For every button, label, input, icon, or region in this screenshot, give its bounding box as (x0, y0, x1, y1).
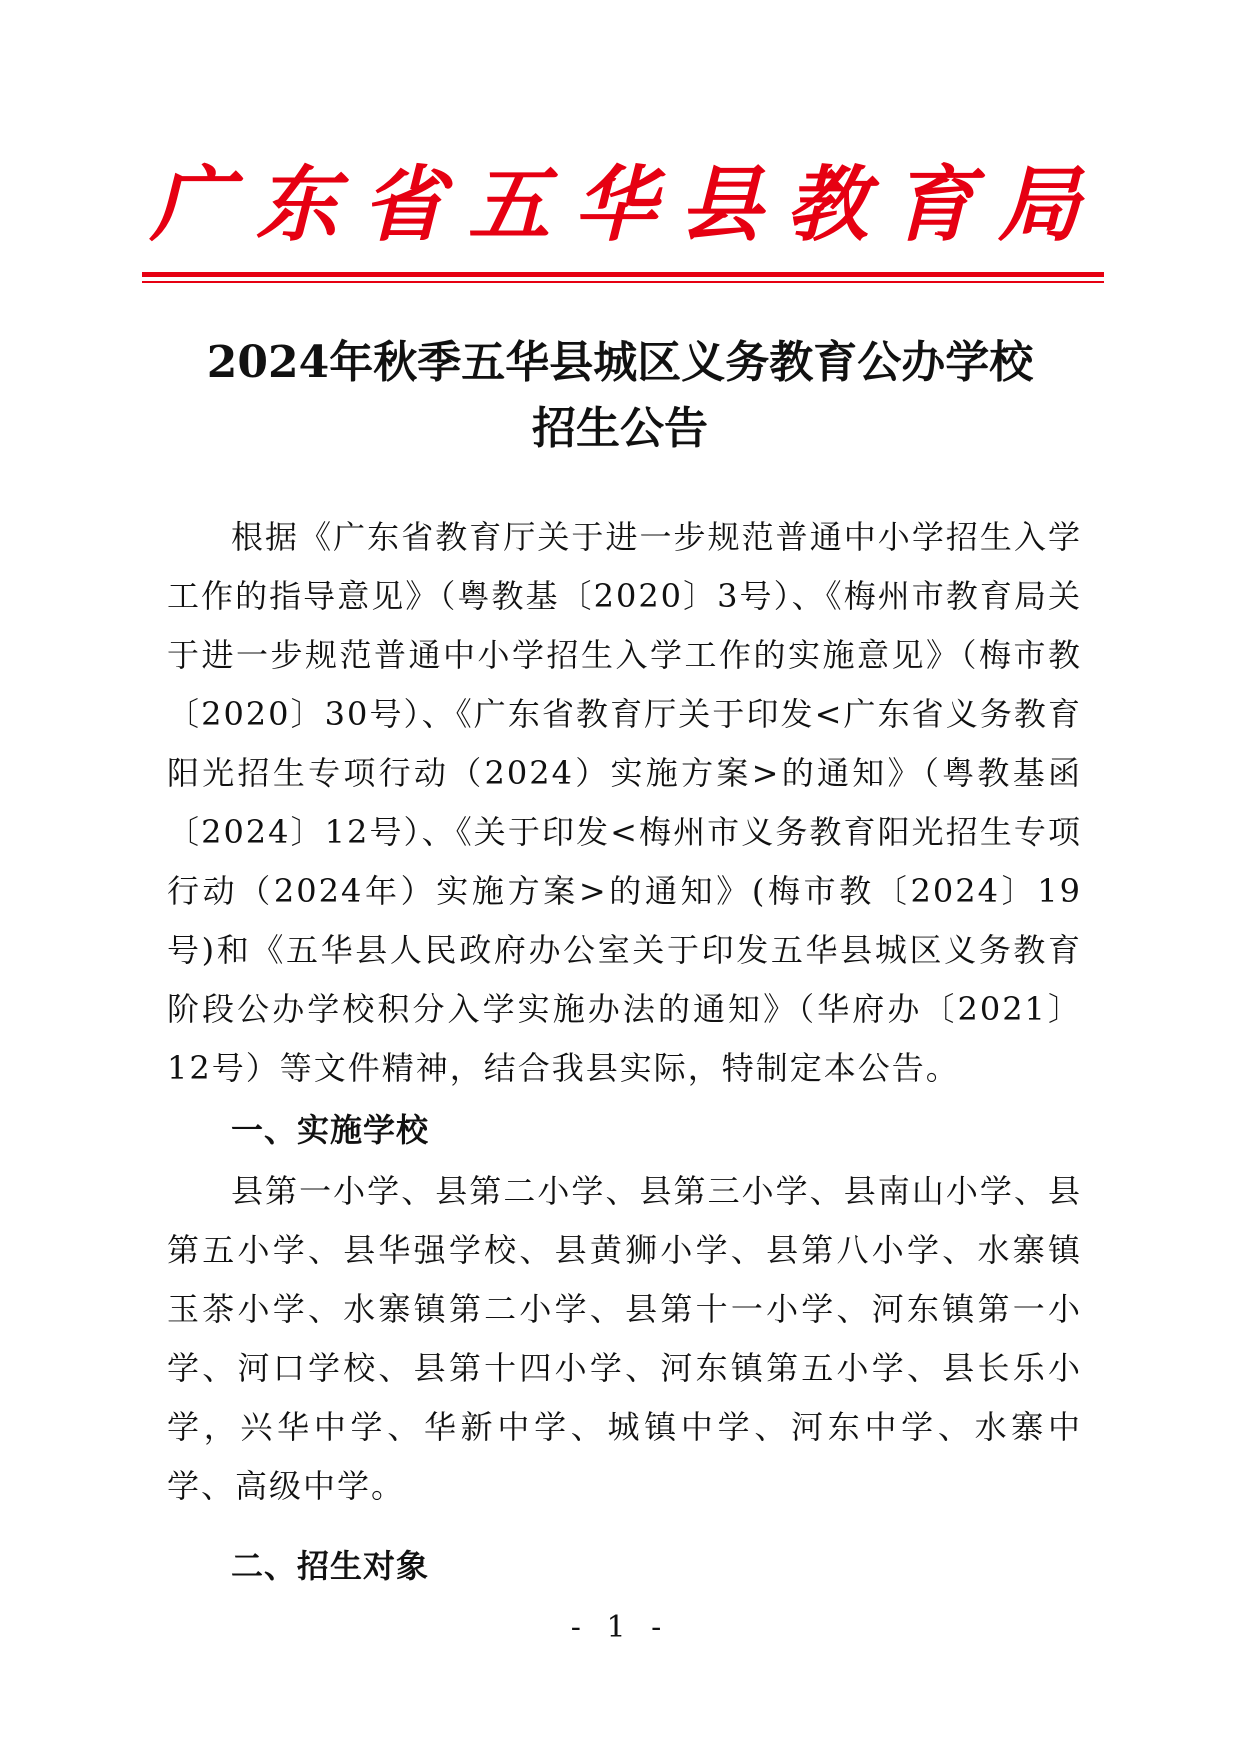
letterhead-char: 县 (680, 157, 762, 253)
letterhead-divider-thin (142, 281, 1104, 283)
document-body (167, 508, 1082, 1598)
document-title-line-1: 2024年秋季五华县城区义务教育公办学校 (206, 337, 1034, 388)
letterhead-char: 局 (998, 157, 1080, 253)
document-title-line-2: 招生公告 (532, 403, 708, 454)
letterhead-divider-thick (142, 272, 1104, 277)
letterhead-char: 省 (362, 157, 444, 253)
letterhead-char: 育 (892, 157, 974, 253)
letterhead-char: 教 (786, 157, 868, 253)
letterhead-title (150, 150, 1080, 260)
letterhead-char: 东 (256, 157, 338, 253)
page-number: - 1 - (570, 1610, 670, 1645)
section-2-heading: 二、招生对象 (231, 1547, 430, 1585)
letterhead-char: 华 (574, 157, 656, 253)
section-1-heading: 一、实施学校 (231, 1111, 430, 1149)
letterhead-char: 五 (468, 157, 550, 253)
letterhead-char: 广 (150, 157, 232, 253)
document-title (140, 330, 1100, 462)
section-1-paragraph: 县第一小学、县第二小学、县第三小学、县南山小学、县第五小学、县华强学校、县黄狮小学、县第八小学、水寨镇玉茶小学、水寨镇第二小学、县第十一小学、河东镇第一小学、河口学校、县第十四小学、河东镇第五小学、县长乐小学，兴华中学、华新中学、城镇中学、河东中学、水寨中学、高级中学。 (167, 1172, 1082, 1505)
intro-paragraph: 根据《广东省教育厅关于进一步规范普通中小学招生入学工作的指导意见》（粤教基〔2020〕3号）、《梅州市教育局关于进一步规范普通中小学招生入学工作的实施意见》（梅市教〔2020〕30号）、《广东省教育厅关于印发<广东省义务教育阳光招生专项行动（2024）实施方案>的通知》（粤教基函〔2024〕12号）、《关于印发<梅州市义务教育阳光招生专项行动（2024年）实施方案>的通知》(梅市教〔2024〕19号)和《五华县人民政府办公室关于印发五华县城区义务教育阶段公办学校积分入学实施办法的通知》（华府办〔2021〕12号）等文件精神，结合我县实际，特制定本公告。 (167, 518, 1082, 1087)
